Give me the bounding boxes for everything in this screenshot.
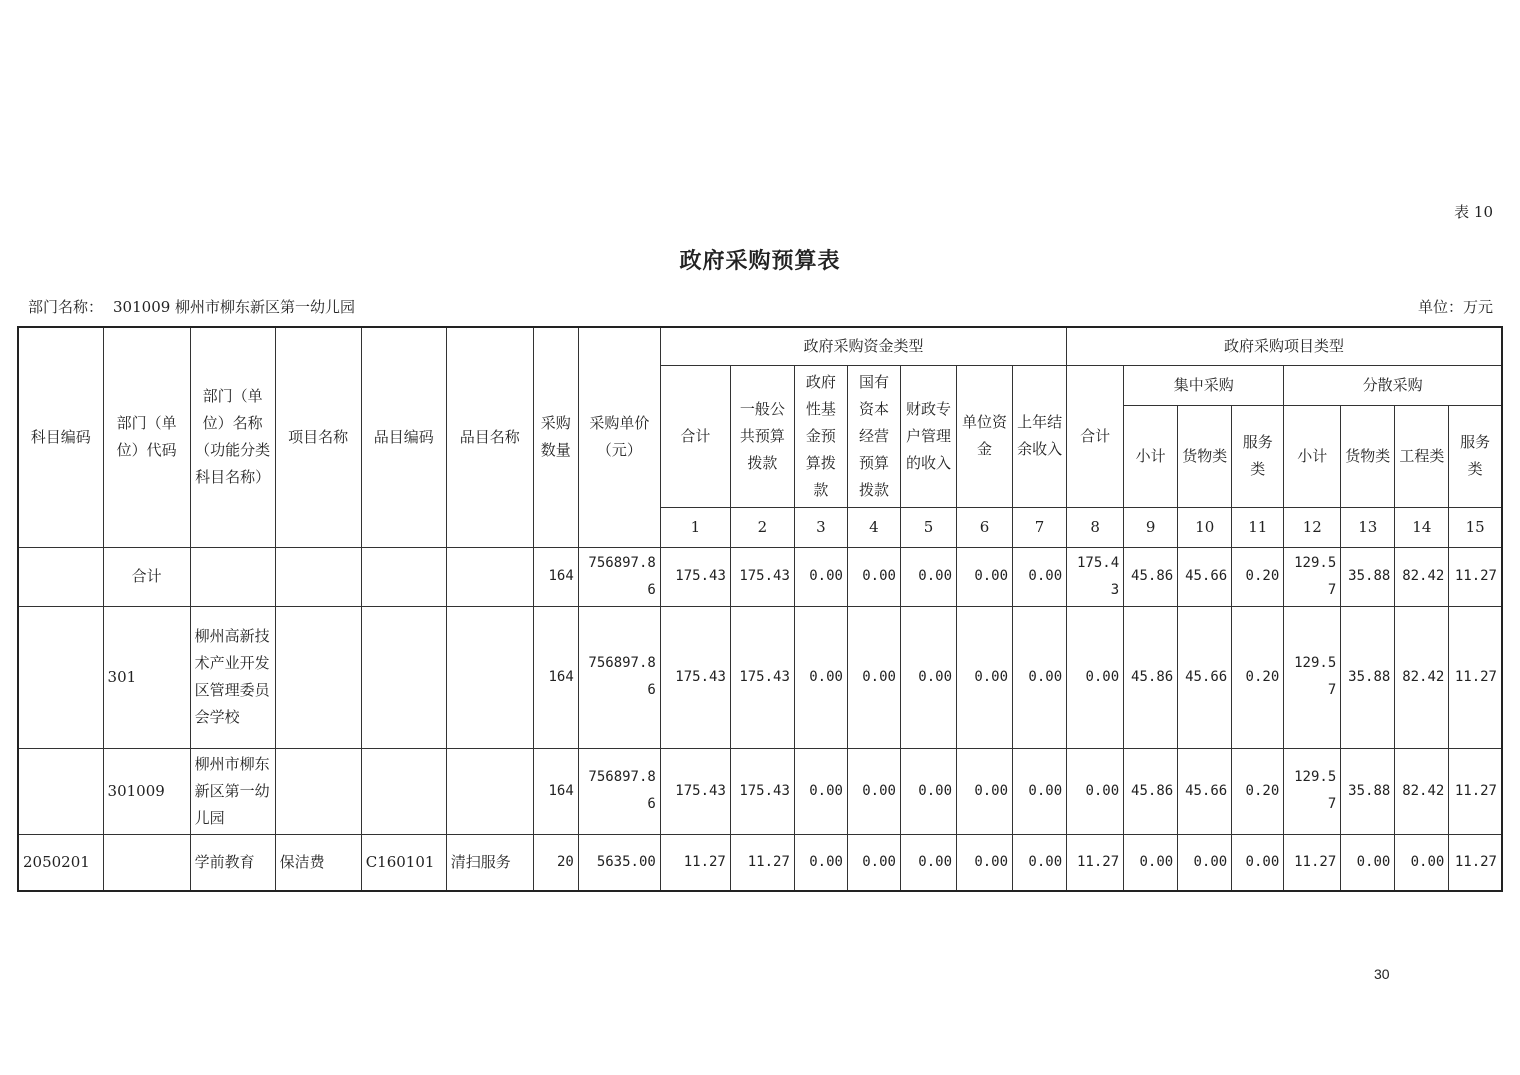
department-label: 部门名称： <box>28 298 104 316</box>
header-project-type: 政府采购项目类型 <box>1067 327 1502 365</box>
column-number: 2 <box>730 507 794 547</box>
header-general-budget: 一般公共预算拨款 <box>730 365 794 507</box>
cell-subject-code <box>18 606 103 748</box>
cell-value: 129.57 <box>1284 606 1341 748</box>
column-number: 3 <box>794 507 847 547</box>
unit-label: 单位：万元 <box>1417 298 1493 316</box>
cell-value: 175.43 <box>660 748 730 834</box>
column-number: 11 <box>1232 507 1284 547</box>
cell-value: 0.00 <box>1124 834 1178 891</box>
cell-value: 0.00 <box>1232 834 1284 891</box>
header-gov-fund: 政府性基金预算拨款 <box>794 365 847 507</box>
cell-value: 0.00 <box>794 547 847 606</box>
header-project-total: 合计 <box>1067 365 1124 507</box>
cell-quantity: 164 <box>533 547 578 606</box>
column-number: 8 <box>1067 507 1124 547</box>
cell-value: 0.00 <box>1395 834 1449 891</box>
cell-quantity: 164 <box>533 748 578 834</box>
table-row <box>18 748 1502 834</box>
table-row <box>18 606 1502 748</box>
cell-project-name <box>275 748 361 834</box>
cell-value: 0.00 <box>957 606 1013 748</box>
cell-value: 82.42 <box>1395 606 1449 748</box>
cell-value: 82.42 <box>1395 547 1449 606</box>
cell-value: 82.42 <box>1395 748 1449 834</box>
cell-value: 11.27 <box>1449 547 1502 606</box>
cell-quantity: 20 <box>533 834 578 891</box>
cell-project-name <box>275 547 361 606</box>
column-number: 13 <box>1341 507 1395 547</box>
header-d-goods: 货物类 <box>1341 405 1395 507</box>
cell-value: 0.00 <box>900 748 956 834</box>
header-d-service: 服务类 <box>1449 405 1502 507</box>
cell-value: 0.20 <box>1232 547 1284 606</box>
header-fund-type: 政府采购资金类型 <box>660 327 1066 365</box>
cell-item-code <box>361 748 446 834</box>
cell-item-name <box>446 547 533 606</box>
header-dept-code: 部门（单位）代码 <box>103 327 190 547</box>
column-number: 1 <box>660 507 730 547</box>
header-last-year: 上年结余收入 <box>1013 365 1067 507</box>
cell-value: 0.00 <box>847 748 900 834</box>
procurement-budget-table <box>17 326 1503 892</box>
cell-value: 0.00 <box>1013 547 1067 606</box>
column-number: 5 <box>900 507 956 547</box>
header-state-capital: 国有资本经营预算拨款 <box>847 365 900 507</box>
header-row-1 <box>18 327 1502 365</box>
cell-value: 129.57 <box>1284 547 1341 606</box>
cell-value: 0.00 <box>957 547 1013 606</box>
cell-dept-name: 柳州市柳东新区第一幼儿园 <box>190 748 275 834</box>
cell-value: 0.00 <box>847 606 900 748</box>
cell-value: 175.43 <box>1067 547 1124 606</box>
header-item-name: 品目名称 <box>446 327 533 547</box>
column-number: 10 <box>1178 507 1232 547</box>
cell-dept-name: 柳州高新技术产业开发区管理委员会学校 <box>190 606 275 748</box>
cell-value: 0.00 <box>1013 748 1067 834</box>
cell-unit-price: 5635.00 <box>578 834 660 891</box>
cell-value: 0.20 <box>1232 748 1284 834</box>
cell-value: 45.86 <box>1124 606 1178 748</box>
header-d-engineering: 工程类 <box>1395 405 1449 507</box>
header-c-goods: 货物类 <box>1178 405 1232 507</box>
header-item-code: 品目编码 <box>361 327 446 547</box>
cell-dept-code: 合计 <box>103 547 190 606</box>
cell-value: 175.43 <box>730 748 794 834</box>
cell-value: 45.66 <box>1178 606 1232 748</box>
cell-value: 11.27 <box>1067 834 1124 891</box>
document-title: 政府采购预算表 <box>679 248 841 274</box>
page-number: 30 <box>1374 966 1390 982</box>
cell-value: 0.00 <box>794 834 847 891</box>
column-number: 9 <box>1124 507 1178 547</box>
header-unit-fund: 单位资金 <box>957 365 1013 507</box>
cell-value: 129.57 <box>1284 748 1341 834</box>
cell-value: 45.86 <box>1124 748 1178 834</box>
table-row-total <box>18 547 1502 606</box>
cell-value: 0.00 <box>900 834 956 891</box>
cell-project-name <box>275 606 361 748</box>
cell-value: 0.00 <box>794 606 847 748</box>
column-number: 15 <box>1449 507 1502 547</box>
cell-value: 175.43 <box>730 606 794 748</box>
header-c-subtotal: 小计 <box>1124 405 1178 507</box>
header-subject-code: 科目编码 <box>18 327 103 547</box>
cell-value: 0.00 <box>1013 834 1067 891</box>
department-value: 301009 柳州市柳东新区第一幼儿园 <box>113 298 356 316</box>
column-number: 12 <box>1284 507 1341 547</box>
cell-value: 35.88 <box>1341 547 1395 606</box>
cell-dept-code: 301 <box>103 606 190 748</box>
cell-value: 175.43 <box>730 547 794 606</box>
cell-dept-name <box>190 547 275 606</box>
header-fund-total: 合计 <box>660 365 730 507</box>
cell-item-name <box>446 606 533 748</box>
cell-dept-code <box>103 834 190 891</box>
cell-value: 0.00 <box>900 547 956 606</box>
cell-dept-code: 301009 <box>103 748 190 834</box>
cell-value: 0.00 <box>1178 834 1232 891</box>
column-number: 6 <box>957 507 1013 547</box>
header-centralized: 集中采购 <box>1124 365 1284 405</box>
cell-value: 0.00 <box>1013 606 1067 748</box>
header-unit-price: 采购单价（元） <box>578 327 660 547</box>
column-number: 4 <box>847 507 900 547</box>
cell-value: 45.86 <box>1124 547 1178 606</box>
cell-project-name: 保洁费 <box>275 834 361 891</box>
header-quantity: 采购数量 <box>533 327 578 547</box>
cell-value: 0.20 <box>1232 606 1284 748</box>
cell-value: 45.66 <box>1178 547 1232 606</box>
cell-value: 11.27 <box>1449 834 1502 891</box>
cell-item-code <box>361 547 446 606</box>
table-row <box>18 834 1502 891</box>
cell-value: 11.27 <box>1449 748 1502 834</box>
cell-item-name: 清扫服务 <box>446 834 533 891</box>
cell-value: 35.88 <box>1341 606 1395 748</box>
cell-value: 0.00 <box>900 606 956 748</box>
cell-value: 11.27 <box>1449 606 1502 748</box>
header-fiscal-special: 财政专户管理的收入 <box>900 365 956 507</box>
cell-value: 0.00 <box>794 748 847 834</box>
header-d-subtotal: 小计 <box>1284 405 1341 507</box>
cell-unit-price: 756897.86 <box>578 748 660 834</box>
header-dept-name: 部门（单位）名称（功能分类科目名称） <box>190 327 275 547</box>
cell-value: 0.00 <box>847 834 900 891</box>
cell-value: 0.00 <box>847 547 900 606</box>
cell-item-name <box>446 748 533 834</box>
cell-value: 11.27 <box>730 834 794 891</box>
column-number: 14 <box>1395 507 1449 547</box>
header-project-name: 项目名称 <box>275 327 361 547</box>
department-info <box>28 296 355 317</box>
cell-value: 0.00 <box>957 748 1013 834</box>
cell-value: 175.43 <box>660 547 730 606</box>
header-c-service: 服务类 <box>1232 405 1284 507</box>
cell-dept-name: 学前教育 <box>190 834 275 891</box>
cell-subject-code <box>18 547 103 606</box>
cell-value: 0.00 <box>957 834 1013 891</box>
cell-unit-price: 756897.86 <box>578 547 660 606</box>
table-number: 表 10 <box>1454 203 1493 221</box>
cell-value: 0.00 <box>1067 748 1124 834</box>
cell-item-code <box>361 606 446 748</box>
cell-value: 11.27 <box>1284 834 1341 891</box>
cell-unit-price: 756897.86 <box>578 606 660 748</box>
cell-item-code: C160101 <box>361 834 446 891</box>
cell-value: 0.00 <box>1067 606 1124 748</box>
header-decentralized: 分散采购 <box>1284 365 1502 405</box>
cell-value: 35.88 <box>1341 748 1395 834</box>
cell-value: 11.27 <box>660 834 730 891</box>
cell-subject-code <box>18 748 103 834</box>
cell-value: 0.00 <box>1341 834 1395 891</box>
cell-subject-code: 2050201 <box>18 834 103 891</box>
cell-value: 175.43 <box>660 606 730 748</box>
column-number: 7 <box>1013 507 1067 547</box>
cell-value: 45.66 <box>1178 748 1232 834</box>
cell-quantity: 164 <box>533 606 578 748</box>
